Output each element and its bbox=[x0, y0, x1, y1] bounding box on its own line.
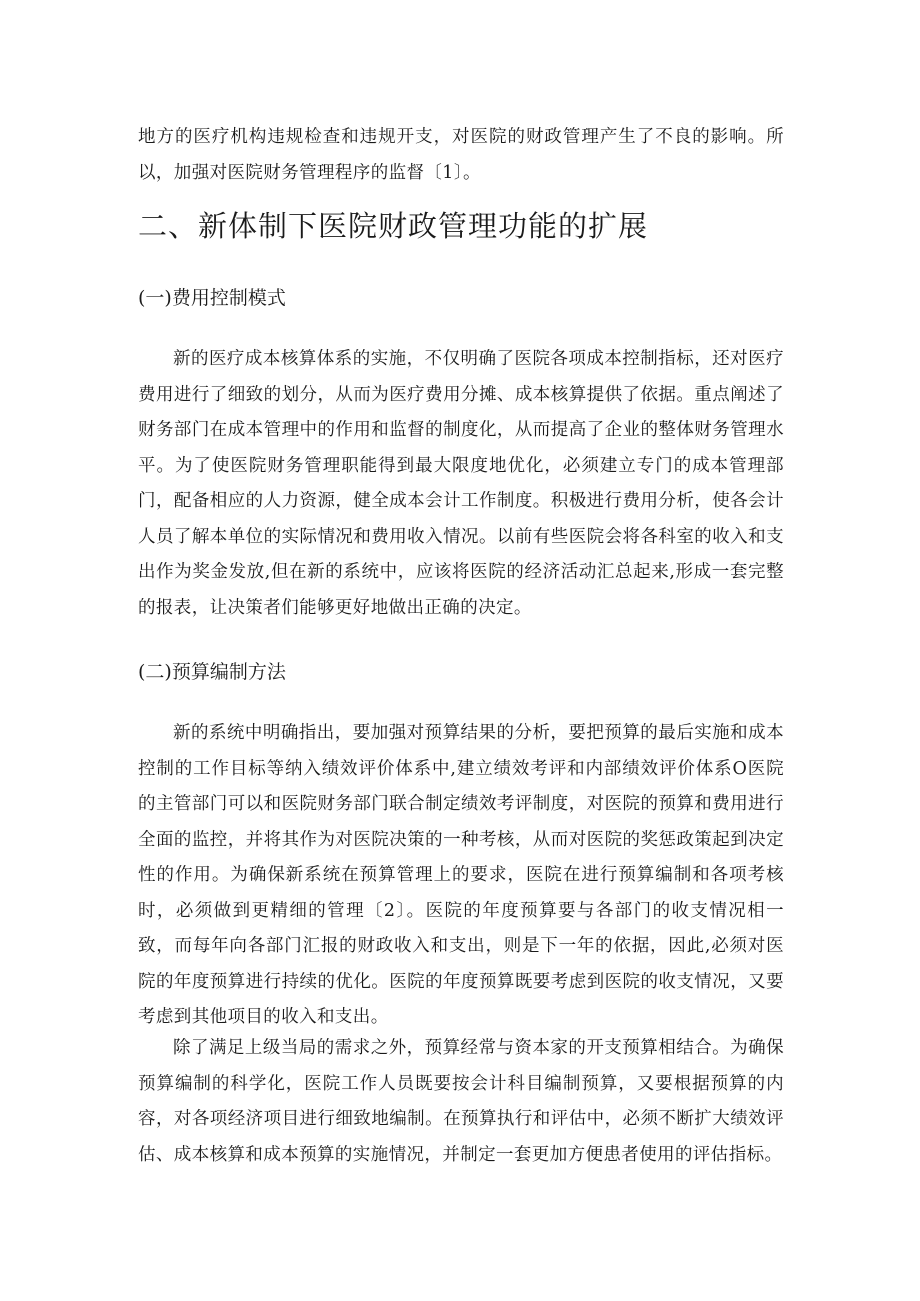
section-title: 二、新体制下医院财政管理功能的扩展 bbox=[138, 209, 649, 243]
subsection-2-paragraph-1: 新的系统中明确指出，要加强对预算结果的分析，要把预算的最后实施和成本控制的工作目标等纳入绩效评价体系中,建立绩效考评和内部绩效评价体系O医院的主管部门可以和医院财务部门联合制定绩效考评制度，对医院的预算和费用进行全面的监控，并将其作为对医院决策的一种考核，从而对医院的奖惩政策起到决定性的作用。为确保新系统在预算管理上的要求，医院在进行预算编制和各项考核时，必须做到更精细的管理〔2〕。医院的年度预算要与各部门的收支情况相一致，而每年向各部门汇报的财政收入和支出，则是下一年的依据，因此,必须对医院的年度预算进行持续的优化。医院的年度预算既要考虑到医院的收支情况，又要考虑到其他项目的收入和支出。 bbox=[138, 723, 784, 1027]
subsection-1-paragraph: 新的医疗成本核算体系的实施，不仅明确了医院各项成本控制指标，还对医疗费用进行了细致的划分，从而为医疗费用分摊、成本核算提供了依据。重点阐述了财务部门在成本管理中的作用和监督的制度化，从而提高了企业的整体财务管理水平。为了使医院财务管理职能得到最大限度地优化，必须建立专门的成本管理部门，配备相应的人力资源，健全成本会计工作制度。积极进行费用分析，使各会计人员了解本单位的实际情况和费用收入情况。以前有些医院会将各科室的收入和支出作为奖金发放,但在新的系统中，应该将医院的经济活动汇总起来,形成一套完整的报表，让决策者们能够更好地做出正确的决定。 bbox=[138, 349, 784, 618]
subsection-2-title: (二)预算编制方法 bbox=[138, 661, 286, 683]
intro-paragraph: 地方的医疗机构违规检查和违规开支，对医院的财政管理产生了不良的影响。所以，加强对医院财务管理程序的监督〔1〕。 bbox=[138, 127, 784, 183]
subsection-1-title: (一)费用控制模式 bbox=[138, 287, 286, 309]
subsection-2-paragraph-2: 除了满足上级当局的需求之外，预算经常与资本家的开支预算相结合。为确保预算编制的科学化，医院工作人员既要按会计科目编制预算，又要根据预算的内容，对各项经济项目进行细致地编制。在预算执行和评估中，必须不断扩大绩效评估、成本核算和成本预算的实施情况，并制定一套更加方便患者使用的评估指标。 bbox=[138, 1038, 784, 1165]
